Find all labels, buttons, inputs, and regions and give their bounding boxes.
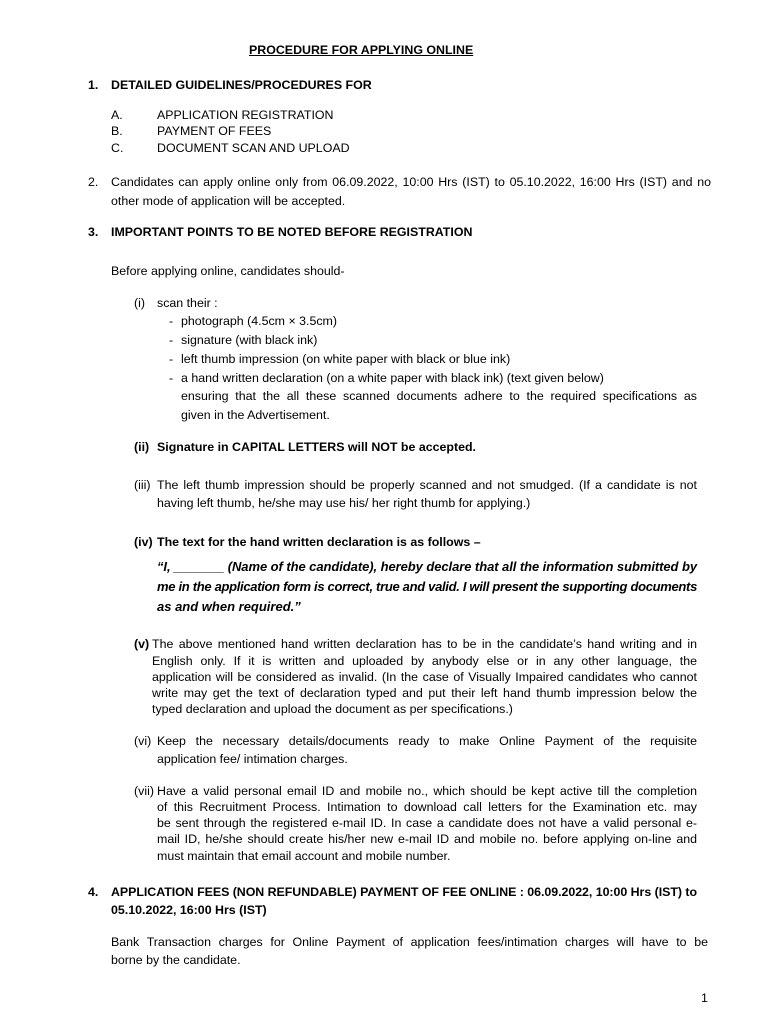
bullet-item: a hand written declaration (on a white paper with black ink) (text given below) (181, 371, 604, 385)
section-heading: APPLICATION FEES (NON REFUNDABLE) PAYMENT OF FEE ONLINE : 06.09.2022, 10:00 Hrs (IST) to (111, 885, 697, 899)
paragraph-line: be sent through the registered e-mail ID. In case a candidate does not have a valid personal e- (157, 816, 697, 830)
paragraph-line: application will be considered as invalid. (In the case of Visually Impaired candidates who cannot (152, 670, 697, 684)
declaration-quote-line: as and when required.” (157, 599, 301, 614)
section-number: 2. (88, 175, 99, 189)
paragraph-line: mail ID, he/she should create his/her new e-mail ID and mobile no. before applying on-line and (157, 832, 697, 846)
paragraph-line: The above mentioned hand written declaration has to be in the candidate’s hand writing and in (152, 637, 697, 651)
paragraph-line: borne by the candidate. (111, 953, 241, 967)
bullet-item: signature (with black ink) (181, 333, 318, 347)
list-letter: B. (111, 124, 123, 138)
paragraph-line: write may get the text of declaration typed and put their left hand thumb impression below the (152, 686, 697, 700)
section-heading: 05.10.2022, 16:00 Hrs (IST) (111, 903, 267, 917)
section-number: 3. (88, 225, 99, 239)
paragraph-line: ensuring that the all these scanned documents adhere to the required specifications as (181, 389, 697, 403)
section-number: 4. (88, 885, 99, 899)
paragraph-line: Keep the necessary details/documents ready to make Online Payment of the requisite (157, 734, 697, 748)
item-label: (iii) (134, 478, 151, 492)
page-number: 1 (701, 991, 708, 1005)
paragraph-line: of this Recruitment Process. Intimation to download call letters for the Examination etc. may (157, 800, 697, 814)
paragraph-line: must maintain that email account and mobile number. (157, 849, 451, 863)
paragraph-line: application fee/ intimation charges. (157, 752, 348, 766)
list-item: PAYMENT OF FEES (157, 124, 272, 138)
paragraph-line: having left thumb, he/she may use his/ her right thumb for applying.) (157, 496, 531, 510)
list-item: DOCUMENT SCAN AND UPLOAD (157, 141, 350, 155)
item-text: Signature in CAPITAL LETTERS will NOT be accepted. (157, 440, 476, 454)
item-label: (vii) (134, 784, 154, 798)
item-label: (v) (134, 637, 150, 651)
list-letter: A. (111, 108, 123, 122)
section-number: 1. (88, 78, 99, 92)
document-page: PROCEDURE FOR APPLYING ONLINE 1. DETAILED GUIDELINES/PROCEDURES FOR A. APPLICATION REGISTRATION B. PAYMENT OF FEES C. DOCUMENT SCAN AND UPLOAD 2. Candidates can apply online only from 06.09.2022, 10:00 Hrs (IST) to 05.10.2022, 16:00 Hrs (IST) and no other mode of application will be accepted. 3. IMPORTANT POINTS TO BE NOTED BEFORE REGISTRATION Before applying online, candidates should- (i) scan their : - photograph (4.5cm × 3.5cm) - signature (with black ink) - left thumb impression (on white paper with black or blue ink) - a hand written declaration (on a white paper with black ink) (text given below) ensuring that the all these scanned documents adhere to the required specifications as given in the Advertisement. (ii) Signature in CAPITAL LETTERS will NOT be accepted. (iii) The left thumb impression should be properly scanned and not smudged. (If a candidate is not having left thumb, he/she may use his/ her right thumb for applying.) (iv) The text for the hand written declaration is as follows – “I, _______ (Name of the candidate), hereby declare that all the information submitted by me in the application form is correct, true and valid. I will present the supporting documents as and when required.” (v) The above mentioned hand written declaration has to be in the candidate’s hand writing and in English only. If it is written and uploaded by anybody else or in any other language, the application will be considered as invalid. (In the case of Visually Impaired candidates who cannot write may get the text of declaration typed and put their left hand thumb impression below the typed declaration and upload the document as per specifications.) (vi) Keep the necessary details/documents ready to make Online Payment of the requisite application fee/ intimation charges. (vii) Have a valid personal email ID and mobile no., which should be kept active till the completion of this Recruitment Process. Intimation to download call letters for the Examination etc. may be sent through the registered e-mail ID. In case a candidate does not have a valid personal e- mail ID, he/she should create his/her new e-mail ID and mobile no. before applying on-line and must maintain that email account and mobile number. 4. APPLICATION FEES (NON REFUNDABLE) PAYMENT OF FEE ONLINE : 06.09.2022, 10:00 Hrs (IST) to 05.10.2022, 16:00 Hrs (IST) Bank Transaction charges for Online Payment of application fees/intimation charges will have to be borne by the candidate. 1 (88, 43, 711, 1005)
declaration-quote-line: me in the application form is correct, true and valid. I will present the supporting documents (157, 579, 697, 594)
section-heading: DETAILED GUIDELINES/PROCEDURES FOR (111, 78, 372, 92)
item-label: (ii) (134, 440, 150, 454)
bullet-item: photograph (4.5cm × 3.5cm) (181, 314, 337, 328)
list-letter: C. (111, 141, 124, 155)
intro-text: Before applying online, candidates should- (111, 264, 345, 278)
paragraph-line: given in the Advertisement. (181, 408, 330, 422)
paragraph-line: The left thumb impression should be properly scanned and not smudged. (If a candidate is not (157, 478, 697, 492)
item-label: (iv) (134, 535, 153, 549)
item-text: The text for the hand written declaration is as follows – (157, 535, 481, 549)
paragraph-line: typed declaration and upload the document as per specifications.) (152, 702, 513, 716)
list-item: APPLICATION REGISTRATION (157, 108, 334, 122)
page-title: PROCEDURE FOR APPLYING ONLINE (249, 43, 474, 57)
bullet-item: left thumb impression (on white paper with black or blue ink) (181, 352, 511, 366)
paragraph-line: other mode of application will be accepted. (111, 194, 346, 208)
paragraph-line: English only. If it is written and uploaded by anybody else or in any other language, the (152, 654, 697, 668)
item-label: (vi) (134, 734, 152, 748)
section-heading: IMPORTANT POINTS TO BE NOTED BEFORE REGISTRATION (111, 225, 473, 239)
paragraph-line: Candidates can apply online only from 06.09.2022, 10:00 Hrs (IST) to 05.10.2022, 16:00 Hrs (IST) and no (111, 175, 711, 189)
paragraph-line: Have a valid personal email ID and mobile no., which should be kept active till the completion (157, 784, 697, 798)
item-label: (i) (134, 296, 146, 310)
item-text: scan their : (157, 296, 218, 310)
paragraph-line: Bank Transaction charges for Online Payment of application fees/intimation charges will have to be (111, 935, 708, 949)
declaration-quote-line: “I, _______ (Name of the candidate), hereby declare that all the information submitted by (157, 559, 697, 574)
